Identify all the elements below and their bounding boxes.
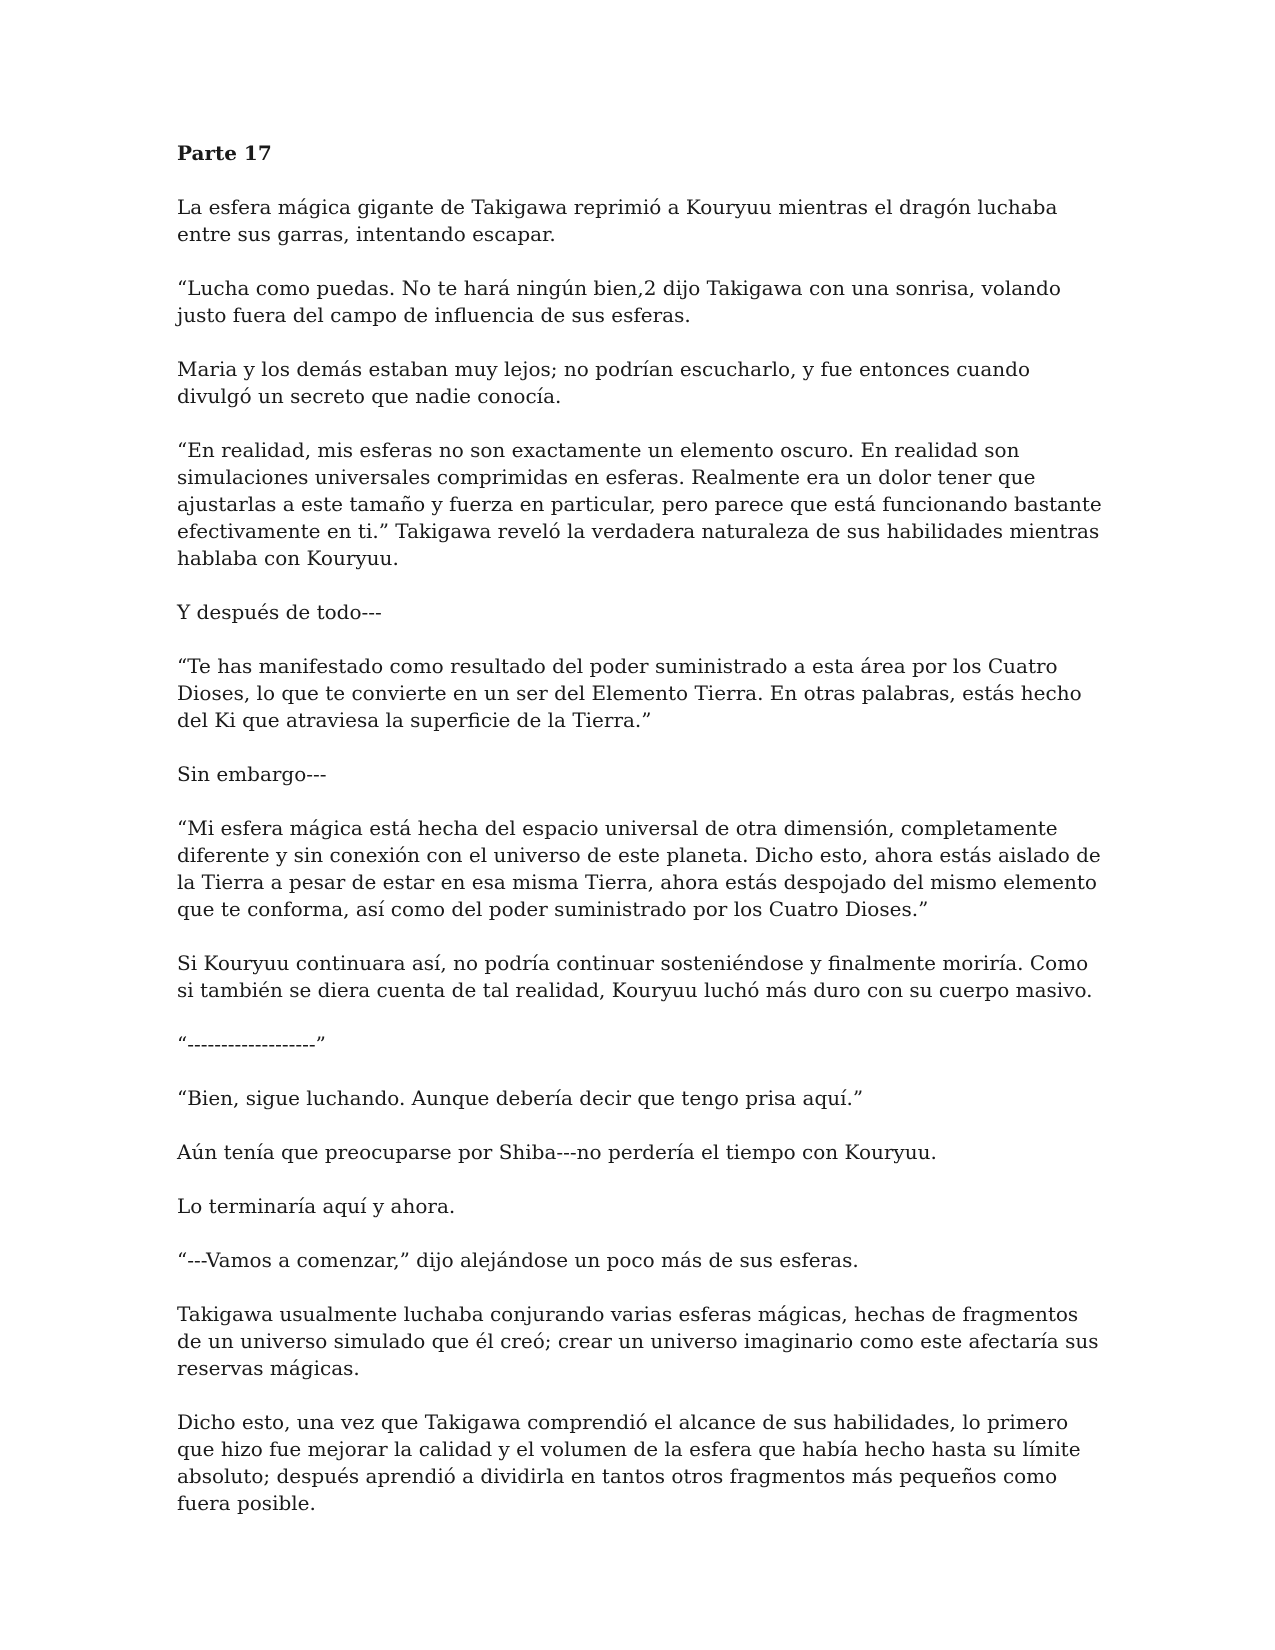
paragraph-15: Takigawa usualmente luchaba conjurando varias esferas mágicas, hechas de fragmentos de un universo simulado que él creó; crear un universo imaginario como este afectaría sus reservas mágicas. bbox=[177, 1302, 1099, 1380]
paragraph-8: “Mi esfera mágica está hecha del espacio universal de otra dimensión, completamente diferente y sin conexión con el universo de este planeta. Dicho esto, ahora estás aislado de la Tierra a pesar de estar en esa misma Tierra, ahora estás despojado del mismo elemento que te conforma, así como del poder suministrado por los Cuatro Dioses.” bbox=[177, 816, 1101, 921]
paragraph-1: La esfera mágica gigante de Takigawa reprimió a Kouryuu mientras el dragón luchaba entre sus garras, intentando escapar. bbox=[177, 195, 1058, 246]
paragraph-3: Maria y los demás estaban muy lejos; no podrían escucharlo, y fue entonces cuando divulgó un secreto que nadie conocía. bbox=[177, 357, 1031, 408]
paragraph-16: Dicho esto, una vez que Takigawa comprendió el alcance de sus habilidades, lo primero que hizo fue mejorar la calidad y el volumen de la esfera que había hecho hasta su límite absoluto; después aprendió a dividirla en tantos otros fragmentos más pequeños como fuera posible. bbox=[177, 1410, 1081, 1515]
paragraph-2: “Lucha como puedas. No te hará ningún bien,2 dijo Takigawa con una sonrisa, volando justo fuera del campo de influencia de sus esferas. bbox=[177, 276, 1061, 327]
paragraph-5: Y después de todo--- bbox=[177, 600, 382, 624]
paragraph-12: Aún tenía que preocuparse por Shiba---no perdería el tiempo con Kouryuu. bbox=[177, 1140, 937, 1164]
paragraph-6: “Te has manifestado como resultado del poder suministrado a esta área por los Cuatro Dioses, lo que te convierte en un ser del Elemento Tierra. En otras palabras, estás hecho del Ki que atraviesa la superficie de la Tierra.” bbox=[177, 654, 1082, 732]
paragraph-13: Lo terminaría aquí y ahora. bbox=[177, 1194, 456, 1218]
paragraph-11: “Bien, sigue luchando. Aunque debería decir que tengo prisa aquí.” bbox=[177, 1086, 864, 1110]
document-page bbox=[177, 140, 1107, 1544]
chapter-heading: Parte 17 bbox=[177, 141, 272, 165]
paragraph-9: Si Kouryuu continuara así, no podría continuar sosteniéndose y finalmente moriría. Como si también se diera cuenta de tal realidad, Kouryuu luchó más duro con su cuerpo masivo. bbox=[177, 951, 1093, 1002]
paragraph-4: “En realidad, mis esferas no son exactamente un elemento oscuro. En realidad son simulaciones universales comprimidas en esferas. Realmente era un dolor tener que ajustarlas a este tamaño y fuerza en particular, pero parece que está funcionando bastante efectivamente en ti.” Takigawa reveló la verdadera naturaleza de sus habilidades mientras hablaba con Kouryuu. bbox=[177, 438, 1102, 570]
paragraph-14: “---Vamos a comenzar,” dijo alejándose un poco más de sus esferas. bbox=[177, 1248, 859, 1272]
paragraph-7: Sin embargo--- bbox=[177, 762, 327, 786]
paragraph-10: “-------------------” bbox=[177, 1032, 326, 1056]
